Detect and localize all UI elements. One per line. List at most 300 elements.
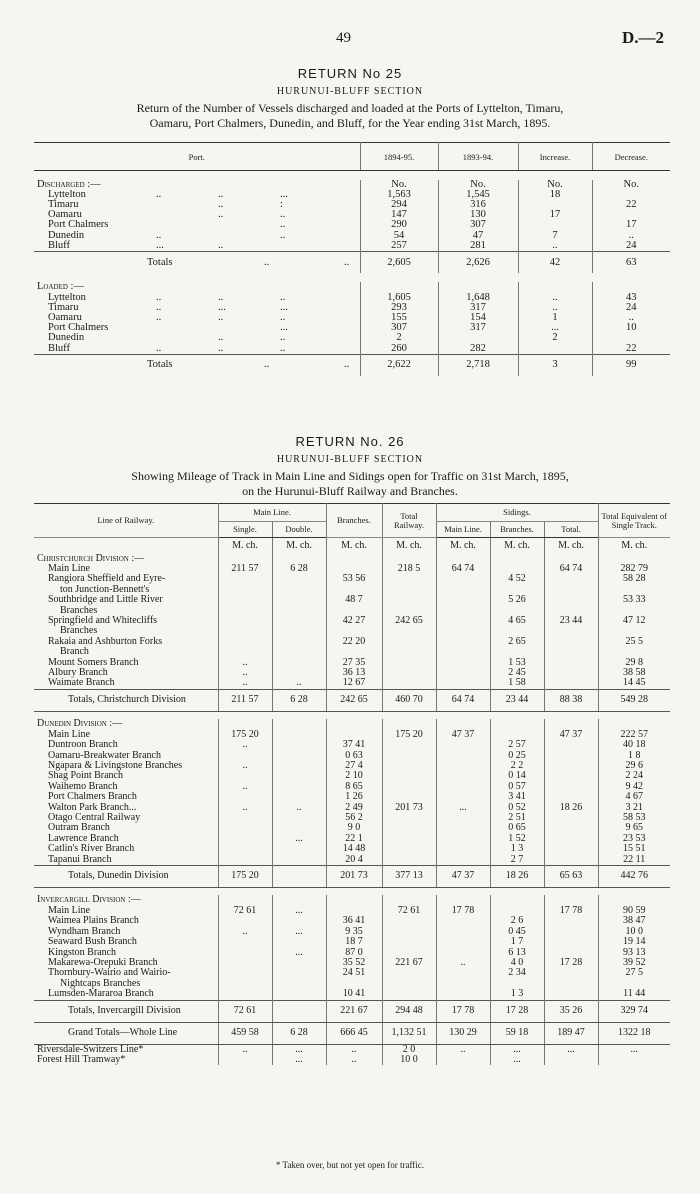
section-label-row	[34, 282, 670, 292]
railway-line-name: Main Line	[48, 728, 90, 740]
railway-line-name: Oamaru-Breakwater Branch	[48, 749, 161, 761]
railway-line-name: Kingston Branch	[48, 946, 117, 958]
table-cell: 47	[438, 231, 518, 241]
table-cell: ..	[218, 782, 272, 792]
table-cell: 1 58	[490, 678, 544, 689]
railway-line-name: Lawrence Branch	[48, 832, 119, 844]
railway-line-name: Rangiora Sheffield and Eyre-	[48, 573, 166, 585]
railway-line-name: Otago Central Railway	[48, 811, 141, 823]
return-26-section: HURUNUI-BLUFF SECTION	[276, 454, 424, 465]
table-cell	[218, 616, 272, 626]
table-cell	[436, 595, 490, 605]
table-cell: 2 7	[490, 855, 544, 866]
table-cell	[382, 678, 436, 689]
table-cell: 2 57	[490, 740, 544, 750]
table-cell	[544, 740, 598, 750]
table-cell: 0 65	[490, 823, 544, 833]
table-cell	[382, 916, 436, 926]
table-cell	[272, 595, 326, 605]
table-cell	[382, 637, 436, 647]
col-decrease: Decrease.	[592, 143, 670, 171]
table-cell: 42 27	[326, 616, 382, 626]
return-25-subtitle-line1: Return of the Number of Vessels discharged and loaded at the Ports of Lyttelton, Timaru,	[136, 101, 564, 115]
return-25-title: RETURN No 25	[297, 66, 403, 81]
table-cell	[544, 823, 598, 833]
table-cell	[544, 771, 598, 781]
table-cell	[436, 585, 490, 595]
table-cell	[436, 751, 490, 761]
table-cell: 72 61	[218, 906, 272, 916]
division-name: Invercargill Division :—	[37, 894, 141, 906]
table-cell: 3 21	[598, 803, 670, 813]
spacer-row	[34, 711, 670, 719]
col-1893-94: 1893-94.	[438, 143, 518, 171]
extra-line-name: Forest Hill Tramway*	[37, 1053, 126, 1065]
table-cell: 2 49	[326, 803, 382, 813]
table-cell	[436, 989, 490, 1000]
leader-dots: ..	[218, 291, 224, 303]
table-cell: 11 44	[598, 989, 670, 1000]
leader-dots: ..	[344, 256, 350, 268]
table-cell: 9 65	[598, 823, 670, 833]
port-row	[34, 313, 670, 323]
table-cell: 10 0	[598, 927, 670, 937]
table-cell: No.	[518, 180, 592, 190]
table-cell	[382, 834, 436, 844]
unit-label: M. ch.	[598, 538, 670, 554]
table-cell: 2 6	[490, 916, 544, 926]
table-cell: 1 52	[490, 834, 544, 844]
table-cell: 147	[360, 210, 438, 220]
table-cell: 23 53	[598, 834, 670, 844]
table-cell: 29 6	[598, 761, 670, 771]
table-cell	[272, 719, 326, 729]
spacer-row	[34, 273, 670, 282]
table-cell: 17	[592, 220, 670, 230]
railway-line-name: Nightcaps Branches	[60, 977, 141, 989]
table-cell: 87 0	[326, 948, 382, 958]
leader-dots: ..	[280, 219, 286, 231]
table-cell	[544, 626, 598, 636]
table-cell: 9 35	[326, 927, 382, 937]
extra-line-name: Riversdale-Switzers Line*	[37, 1043, 144, 1055]
leader-dots: ..	[280, 291, 286, 303]
table-cell: ..	[436, 958, 490, 968]
table-cell: 88 38	[544, 689, 598, 711]
table-cell: 42	[518, 251, 592, 273]
railway-line-name: Main Line	[48, 562, 90, 574]
table-cell	[218, 637, 272, 647]
table-cell: 282 79	[598, 564, 670, 574]
table-cell: 17 28	[490, 1000, 544, 1022]
table-cell: 260	[360, 344, 438, 355]
table-cell	[544, 834, 598, 844]
table-cell: 154	[438, 313, 518, 323]
leader-dots: ..	[218, 209, 224, 221]
table-cell: 282	[438, 344, 518, 355]
table-cell	[34, 200, 360, 210]
table-cell	[34, 231, 360, 241]
table-cell	[436, 626, 490, 636]
table-cell	[272, 647, 326, 657]
table-cell: ...	[490, 1044, 544, 1055]
railway-line-name: Branches	[60, 604, 98, 616]
table-cell	[272, 751, 326, 761]
table-cell: 4 52	[490, 574, 544, 584]
table-cell	[490, 719, 544, 729]
railway-row	[34, 616, 670, 626]
table-cell: 175 20	[218, 730, 272, 740]
table-cell: 257	[360, 241, 438, 252]
table-cell: 549 28	[598, 689, 670, 711]
table-cell	[218, 626, 272, 636]
table-cell: 1322 18	[598, 1022, 670, 1044]
table-cell: 99	[592, 354, 670, 376]
table-cell	[382, 574, 436, 584]
table-cell	[490, 895, 544, 905]
railway-line-name: Branches	[60, 625, 98, 637]
table-cell: ..	[218, 740, 272, 750]
railway-line-name: Waimate Branch	[48, 677, 115, 689]
railway-line-name: Southbridge and Little River	[48, 594, 163, 606]
table-cell	[218, 606, 272, 616]
table-cell: 22 11	[598, 855, 670, 866]
table-cell	[544, 595, 598, 605]
table-cell	[544, 761, 598, 771]
table-cell	[436, 606, 490, 616]
table-cell: 2 34	[490, 968, 544, 978]
table-cell	[436, 844, 490, 854]
table-cell: 221 67	[326, 1000, 382, 1022]
port-row	[34, 333, 670, 343]
table-cell	[34, 344, 360, 355]
table-cell: 317	[438, 303, 518, 313]
table-cell	[272, 761, 326, 771]
return-26-title: RETURN No. 26	[295, 434, 405, 449]
table-cell: 17 78	[436, 1000, 490, 1022]
table-cell: 211 57	[218, 689, 272, 711]
railway-row	[34, 678, 670, 689]
table-cell: 53 33	[598, 595, 670, 605]
table-cell: 2 24	[598, 771, 670, 781]
table-cell	[544, 678, 598, 689]
table-cell: 1,605	[360, 293, 438, 303]
table-cell: ..	[436, 1044, 490, 1055]
port-name: Bluff	[48, 239, 70, 251]
table-cell	[272, 606, 326, 616]
spacer-row	[34, 171, 670, 180]
table-cell: 0 63	[326, 751, 382, 761]
port-name: Oamaru	[48, 209, 82, 221]
table-cell: 22 1	[326, 834, 382, 844]
table-cell	[272, 813, 326, 823]
return-26-subtitle-line1: Showing Mileage of Track in Main Line and Sidings open for Traffic on 31st March, 1895,	[131, 469, 569, 483]
table-cell: 2 10	[326, 771, 382, 781]
table-cell: 9 0	[326, 823, 382, 833]
table-cell	[218, 595, 272, 605]
grand-totals-label: Grand Totals—Whole Line	[34, 1022, 218, 1044]
table-cell	[218, 834, 272, 844]
table-cell: 72 61	[218, 1000, 272, 1022]
table-cell: 29 8	[598, 658, 670, 668]
table-cell: 48 7	[326, 595, 382, 605]
table-cell	[436, 637, 490, 647]
table-cell: 1,648	[438, 293, 518, 303]
section-label: Discharged :—	[37, 178, 101, 190]
table-cell	[382, 595, 436, 605]
table-cell: 10 0	[382, 1055, 436, 1065]
port-row	[34, 303, 670, 313]
table-cell	[272, 616, 326, 626]
port-name: Bluff	[48, 342, 70, 354]
table-cell: 10	[592, 323, 670, 333]
table-cell: 17 28	[544, 958, 598, 968]
leader-dots: ..	[280, 342, 286, 354]
table-cell: 22	[592, 200, 670, 210]
table-cell: 2 0	[382, 1044, 436, 1055]
railway-line-name: ton Junction-Bennett's	[60, 583, 150, 595]
railway-line-name: Lumsden-Mararoa Branch	[48, 988, 154, 1000]
table-cell	[218, 958, 272, 968]
table-cell: 6 28	[272, 689, 326, 711]
unit-label: M. ch.	[272, 538, 326, 554]
table-cell: 93 13	[598, 948, 670, 958]
railway-line-name: Makarewa-Orepuki Branch	[48, 956, 158, 968]
return-25-table	[34, 142, 670, 376]
railway-line-name: Thornbury-Wairio and Wairio-	[48, 967, 171, 979]
table-cell	[436, 1055, 490, 1065]
table-cell	[544, 855, 598, 866]
table-cell	[544, 782, 598, 792]
railway-line-name: Catlin's River Branch	[48, 843, 135, 855]
table-cell: 307	[360, 323, 438, 333]
railway-line-name: Tapanui Branch	[48, 853, 112, 865]
table-cell: 2,718	[438, 354, 518, 376]
table-cell: No.	[360, 180, 438, 190]
table-cell: ...	[436, 803, 490, 813]
table-cell: 17 78	[544, 906, 598, 916]
table-cell	[218, 813, 272, 823]
col-line-of-railway: Line of Railway.	[34, 504, 218, 538]
table-cell: 90 59	[598, 906, 670, 916]
table-cell	[436, 792, 490, 802]
table-cell	[436, 834, 490, 844]
table-cell: 218 5	[382, 564, 436, 574]
table-cell: 14 45	[598, 678, 670, 689]
section-label-row	[34, 180, 670, 190]
table-cell: ..	[218, 1044, 272, 1055]
table-cell	[218, 968, 272, 978]
table-cell: 201 73	[382, 803, 436, 813]
table-cell: 64 74	[544, 564, 598, 574]
leader-dots: ...	[280, 301, 288, 313]
table-cell	[436, 782, 490, 792]
table-cell	[382, 989, 436, 1000]
table-cell: 294	[360, 200, 438, 210]
table-cell	[34, 273, 670, 282]
table-cell	[34, 251, 360, 273]
table-cell: 23 44	[544, 616, 598, 626]
railway-line-name: Seaward Bush Branch	[48, 936, 137, 948]
table-cell	[218, 823, 272, 833]
table-cell	[382, 968, 436, 978]
table-cell: 47 37	[436, 865, 490, 887]
totals-label: Totals	[147, 359, 173, 371]
table-cell	[436, 937, 490, 947]
table-cell: 24 51	[326, 968, 382, 978]
table-cell: 65 63	[544, 865, 598, 887]
table-cell	[544, 751, 598, 761]
unit-label: M. ch.	[490, 538, 544, 554]
port-name: Timaru	[48, 198, 79, 210]
table-cell	[436, 658, 490, 668]
table-cell: 1,563	[360, 190, 438, 200]
port-row	[34, 344, 670, 355]
table-cell	[218, 937, 272, 947]
table-cell: 2,605	[360, 251, 438, 273]
col-sidings-branches: Branches.	[490, 522, 544, 538]
table-cell: 666 45	[326, 1022, 382, 1044]
leader-dots: ..	[218, 342, 224, 354]
table-cell	[382, 647, 436, 657]
table-cell	[218, 989, 272, 1000]
table-cell	[382, 823, 436, 833]
division-totals-label: Totals, Christchurch Division	[34, 689, 218, 711]
table-cell: 35 26	[544, 1000, 598, 1022]
table-cell: 27 35	[326, 658, 382, 668]
table-cell: 3	[518, 354, 592, 376]
table-cell: 1,545	[438, 190, 518, 200]
railway-row	[34, 740, 670, 750]
table-cell: 59 18	[490, 1022, 544, 1044]
table-cell: 130 29	[436, 1022, 490, 1044]
units-row	[34, 538, 670, 554]
railway-row	[34, 595, 670, 605]
table-cell	[382, 792, 436, 802]
port-row	[34, 231, 670, 241]
leader-dots: ..	[156, 229, 162, 241]
table-cell: 8 65	[326, 782, 382, 792]
table-cell	[544, 574, 598, 584]
table-cell: 64 74	[436, 564, 490, 574]
table-cell: 20 4	[326, 855, 382, 866]
table-cell	[382, 761, 436, 771]
table-cell: 63	[592, 251, 670, 273]
table-cell	[490, 647, 544, 657]
table-cell	[436, 916, 490, 926]
table-cell	[490, 554, 544, 564]
table-cell: 211 57	[218, 564, 272, 574]
table-cell: ...	[272, 906, 326, 916]
table-cell: 6 28	[272, 1022, 326, 1044]
table-cell: ...	[272, 1055, 326, 1065]
table-cell: 47 37	[544, 730, 598, 740]
table-cell: ..	[272, 678, 326, 689]
table-cell	[382, 937, 436, 947]
table-cell	[272, 792, 326, 802]
table-cell: ...	[272, 1044, 326, 1055]
table-cell	[34, 354, 360, 376]
leader-dots: ..	[218, 312, 224, 324]
table-cell	[272, 771, 326, 781]
table-cell	[382, 771, 436, 781]
table-cell: 17	[518, 210, 592, 220]
table-cell	[436, 968, 490, 978]
table-cell	[272, 844, 326, 854]
table-cell	[34, 190, 360, 200]
table-cell: 37 41	[326, 740, 382, 750]
table-cell	[326, 895, 382, 905]
division-totals-label: Totals, Dunedin Division	[34, 865, 218, 887]
table-cell: 64 74	[436, 689, 490, 711]
port-row	[34, 241, 670, 252]
table-cell: 2,626	[438, 251, 518, 273]
table-cell: 25 5	[598, 637, 670, 647]
leader-dots: ..	[218, 188, 224, 200]
table-cell	[436, 574, 490, 584]
table-cell: ..	[218, 803, 272, 813]
table-cell: 22	[592, 344, 670, 355]
leader-dots: ..	[264, 256, 270, 268]
table-cell: 459 58	[218, 1022, 272, 1044]
leader-dots: ...	[156, 239, 164, 251]
table-cell: 2 45	[490, 668, 544, 678]
table-cell: 10 41	[326, 989, 382, 1000]
table-cell: ..	[272, 803, 326, 813]
table-cell: 130	[438, 210, 518, 220]
leader-dots: ..	[280, 332, 286, 344]
table-cell: 15 51	[598, 844, 670, 854]
table-cell: 58 28	[598, 574, 670, 584]
table-cell: 47 12	[598, 616, 670, 626]
totals-row	[34, 354, 670, 376]
table-cell: 442 76	[598, 865, 670, 887]
table-cell	[382, 626, 436, 636]
table-cell: 17 78	[436, 906, 490, 916]
table-cell	[598, 1055, 670, 1065]
table-cell	[218, 585, 272, 595]
table-cell	[382, 585, 436, 595]
col-total-railway: Total Railway.	[382, 504, 436, 538]
table-cell: 27 5	[598, 968, 670, 978]
table-cell: 1 8	[598, 751, 670, 761]
table-cell: 0 25	[490, 751, 544, 761]
table-cell: ..	[326, 1044, 382, 1055]
units-spacer	[34, 538, 218, 554]
railway-row	[34, 637, 670, 647]
table-cell: 377 13	[382, 865, 436, 887]
totals-label: Totals	[147, 256, 173, 268]
table-cell	[272, 782, 326, 792]
unit-label: M. ch.	[436, 538, 490, 554]
table-cell	[436, 740, 490, 750]
table-cell: 1,132 51	[382, 1022, 436, 1044]
extra-row	[34, 1055, 670, 1065]
leader-dots: ...	[218, 301, 226, 313]
table-cell	[544, 968, 598, 978]
leader-dots: ..	[344, 359, 350, 371]
table-cell: 307	[438, 220, 518, 230]
table-cell: 221 67	[382, 958, 436, 968]
table-cell	[544, 1055, 598, 1065]
table-cell: 1	[518, 313, 592, 323]
table-cell: 19 14	[598, 937, 670, 947]
table-cell: ...	[272, 834, 326, 844]
table-cell: ...	[544, 1044, 598, 1055]
table-cell: 0 52	[490, 803, 544, 813]
table-cell: 242 65	[326, 689, 382, 711]
leader-dots: ..	[280, 312, 286, 324]
